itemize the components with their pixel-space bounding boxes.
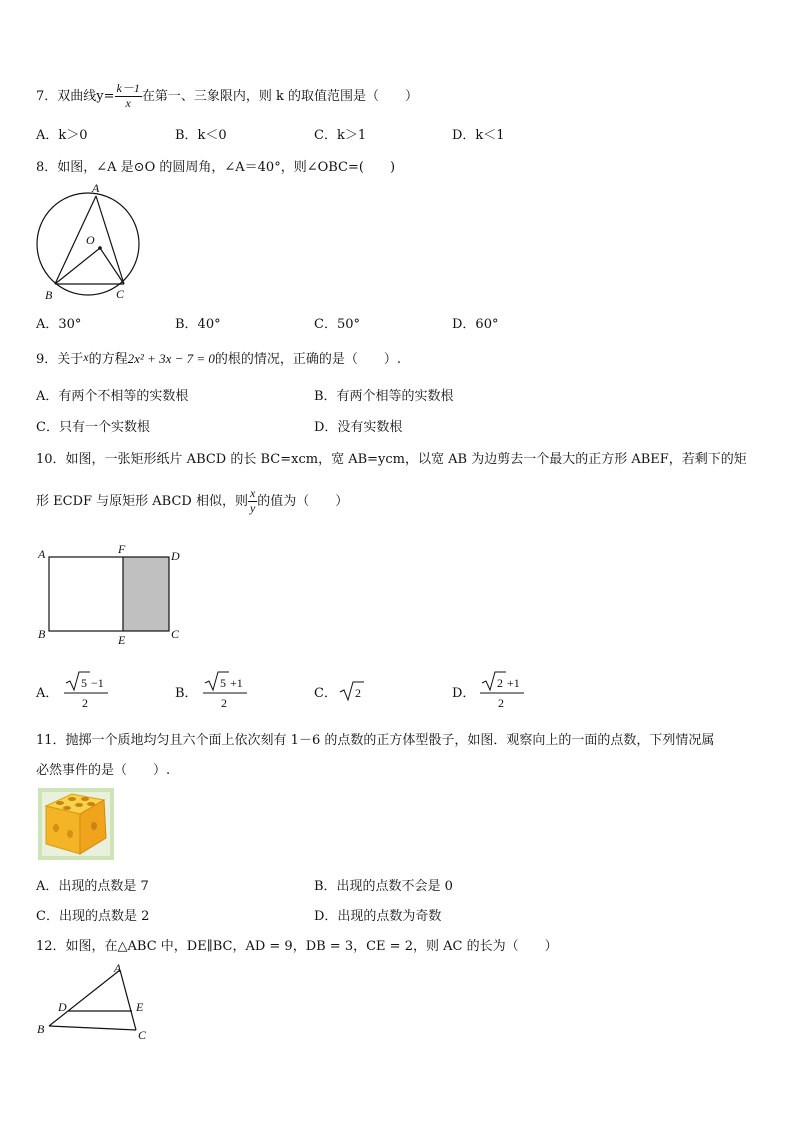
label-d: D [58, 1000, 67, 1014]
q10-option-b-expr [201, 670, 249, 712]
dice-image [38, 788, 114, 860]
q9-option-a[interactable]: A．有两个不相等的实数根 [36, 389, 189, 404]
q9-equation: 2x² + 3x − 7 = 0 [127, 351, 215, 366]
label-a: A [38, 547, 46, 561]
q9-stem [36, 348, 401, 367]
svg-text:2: 2 [497, 676, 503, 690]
radius-ob [55, 248, 100, 284]
q11-option-c[interactable]: C．出现的点数是 2 [36, 909, 150, 924]
q10-rectangle-figure [34, 540, 194, 646]
q7-option-c[interactable]: C．k＞1 [314, 128, 367, 143]
side-ac [120, 970, 136, 1030]
q9-prefix: 9．关于 [36, 352, 84, 367]
q11-option-d[interactable]: D．出现的点数为奇数 [314, 909, 442, 924]
q9-mid: 的方程 [88, 352, 128, 367]
region-ecdf-shaded [123, 557, 169, 631]
q7-fraction [115, 82, 142, 111]
side-ab [49, 970, 120, 1026]
q9-option-b[interactable]: B．有两个相等的实数根 [314, 389, 454, 404]
q10-fraction [248, 487, 257, 516]
svg-text:2: 2 [498, 696, 504, 710]
q11-stem-line1: 11．抛掷一个质地均匀且六个面上依次刻有 1－6 的点数的正方体型骰子，如图．观察向上的一面的点数，下列情况属 [36, 733, 715, 748]
q9-var: x [83, 350, 89, 364]
label-c: C [116, 287, 125, 301]
label-b: B [45, 288, 53, 302]
svg-text:+1: +1 [230, 676, 243, 690]
svg-text:5: 5 [81, 676, 87, 690]
svg-text:−1: −1 [91, 676, 104, 690]
radius-oc [100, 248, 124, 284]
q10-stem-line1: 10．如图，一张矩形纸片 ABCD 的长 BC=xcm，宽 AB=ycm，以宽 AB 为边剪去一个最大的正方形 ABEF，若剩下的矩 [36, 452, 747, 467]
q10-frac-den: y [249, 501, 256, 515]
q8-option-a[interactable]: A．30° [36, 317, 82, 332]
q10-line2-prefix: 形 ECDF 与原矩形 ABCD 相似，则 [36, 494, 248, 509]
q7-suffix: 在第一、三象限内，则 k 的取值范围是（ ） [141, 89, 418, 104]
q7-option-a[interactable]: A．k＞0 [36, 128, 88, 143]
q8-option-b[interactable]: B．40° [175, 317, 221, 332]
q8-circle-figure [30, 180, 150, 305]
q7-stem [36, 80, 418, 114]
q11-option-b[interactable]: B．出现的点数不会是 0 [314, 879, 453, 894]
q9-option-d[interactable]: D．没有实数根 [314, 420, 403, 435]
svg-text:2: 2 [355, 686, 361, 700]
q12-stem: 12．如图，在△ABC 中，DE∥BC，AD = 9，DB = 3，CE = 2，则 AC 的长为（ ） [36, 939, 558, 954]
q7-option-b[interactable]: B．k＜0 [175, 128, 227, 143]
label-a: A [114, 961, 122, 975]
label-e: E [136, 1000, 144, 1014]
q7-frac-den: x [125, 96, 131, 110]
q10-option-d-label: D． [452, 686, 476, 701]
q7-option-d[interactable]: D．k＜1 [452, 128, 505, 143]
svg-text:2: 2 [82, 696, 88, 710]
q7-frac-num: k－1 [116, 81, 140, 96]
q10-option-d-expr [478, 670, 526, 712]
q8-option-c[interactable]: C．50° [314, 317, 360, 332]
label-f: F [118, 542, 126, 556]
q10-option-c-label: C． [314, 686, 337, 701]
label-b: B [38, 627, 46, 641]
q10-option-a-expr [62, 670, 110, 712]
label-o: O [86, 233, 95, 247]
q9-option-c[interactable]: C．只有一个实数根 [36, 420, 150, 435]
label-a: A [92, 181, 100, 195]
label-b: B [37, 1022, 45, 1036]
q10-line2-suffix: 的值为（ ） [257, 494, 349, 509]
q10-option-b-label: B． [175, 686, 198, 701]
q10-option-a-label: A． [36, 686, 59, 701]
q11-option-a[interactable]: A．出现的点数是 7 [36, 879, 149, 894]
svg-text:+1: +1 [507, 676, 520, 690]
label-e: E [118, 633, 126, 646]
q8-stem: 8．如图，∠A 是⊙O 的圆周角，∠A＝40°，则∠OBC=( ) [36, 160, 396, 175]
center-o-dot [98, 246, 102, 250]
q12-triangle-figure [34, 960, 164, 1046]
q11-stem-line2: 必然事件的是（ ）. [36, 763, 171, 778]
q10-frac-num: x [249, 486, 256, 501]
svg-text:5: 5 [220, 676, 226, 690]
chord-ac [96, 196, 124, 284]
label-c: C [171, 627, 180, 641]
q10-stem-line2 [36, 484, 348, 520]
q8-option-d[interactable]: D．60° [452, 317, 499, 332]
label-c: C [138, 1028, 147, 1042]
q7-prefix: 7．双曲线y= [36, 89, 115, 104]
label-d: D [171, 549, 180, 563]
side-bc [49, 1026, 136, 1030]
q10-option-c-expr [338, 679, 366, 703]
q9-suffix: 的根的情况，正确的是（ ）. [214, 352, 402, 367]
svg-text:2: 2 [221, 696, 227, 710]
